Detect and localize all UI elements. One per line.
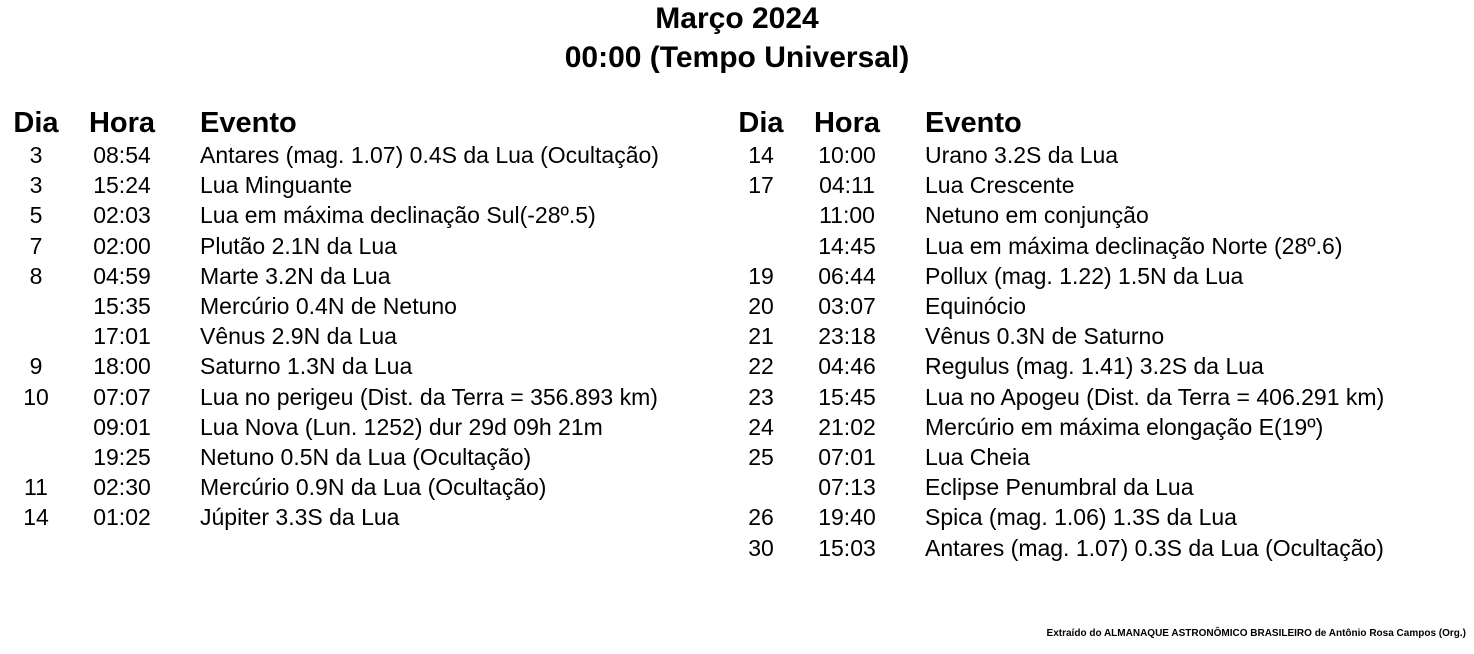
cell-evento: Plutão 2.1N da Lua <box>200 232 397 259</box>
table-row <box>0 170 659 200</box>
cell-hora: 04:59 <box>93 262 151 289</box>
cell-hora: 15:03 <box>818 534 876 561</box>
cell-evento: Spica (mag. 1.06) 1.3S da Lua <box>925 504 1237 531</box>
cell-hora: 09:01 <box>93 413 151 440</box>
cell-evento: Lua em máxima declinação Sul(-28º.5) <box>200 202 596 229</box>
table-row <box>725 170 1384 200</box>
table-row <box>0 442 659 472</box>
cell-dia: 30 <box>748 534 774 561</box>
table-row <box>725 532 1384 562</box>
events-column-left <box>0 100 730 532</box>
cell-evento: Netuno em conjunção <box>925 202 1149 229</box>
cell-hora: 04:46 <box>818 353 876 380</box>
cell-hora: 07:01 <box>818 443 876 470</box>
cell-evento: Mercúrio 0.9N da Lua (Ocultação) <box>200 474 547 501</box>
cell-evento: Antares (mag. 1.07) 0.3S da Lua (Ocultação) <box>925 534 1384 561</box>
cell-hora: 15:35 <box>93 293 151 320</box>
table-row <box>0 291 659 321</box>
table-row <box>725 261 1384 291</box>
cell-dia: 26 <box>748 504 774 531</box>
cell-dia: 14 <box>748 142 774 169</box>
table-row <box>725 442 1384 472</box>
cell-hora: 14:45 <box>818 232 876 259</box>
table-row <box>0 261 659 291</box>
cell-hora: 10:00 <box>818 142 876 169</box>
cell-hora: 03:07 <box>818 293 876 320</box>
cell-evento: Pollux (mag. 1.22) 1.5N da Lua <box>925 262 1244 289</box>
cell-evento: Lua no perigeu (Dist. da Terra = 356.893 km) <box>200 383 658 410</box>
cell-evento: Regulus (mag. 1.41) 3.2S da Lua <box>925 353 1264 380</box>
table-row <box>725 351 1384 381</box>
source-credit: Extraído do ALMANAQUE ASTRONÔMICO BRASILEIRO de Antônio Rosa Campos (Org.) <box>1046 628 1466 639</box>
column-header-hora: Hora <box>88 107 156 139</box>
cell-dia: 3 <box>29 172 43 199</box>
cell-hora: 15:24 <box>93 172 151 199</box>
table-row <box>725 140 1384 170</box>
cell-dia <box>725 231 797 261</box>
cell-hora: 11:00 <box>819 202 875 229</box>
cell-dia: 14 <box>23 504 49 531</box>
table-row <box>0 200 659 230</box>
cell-hora: 15:45 <box>818 383 876 410</box>
cell-dia <box>725 472 797 502</box>
cell-hora: 07:13 <box>818 474 876 501</box>
cell-evento: Urano 3.2S da Lua <box>925 142 1119 169</box>
cell-dia <box>0 291 72 321</box>
cell-dia: 21 <box>748 323 774 350</box>
cell-hora: 23:18 <box>818 323 876 350</box>
cell-dia: 11 <box>24 474 48 501</box>
column-header-dia: Dia <box>738 107 784 139</box>
table-header-row <box>0 100 659 140</box>
table-row <box>725 472 1384 502</box>
page-title: Março 2024 <box>655 2 819 35</box>
cell-hora: 21:02 <box>818 413 876 440</box>
cell-hora: 02:00 <box>93 232 151 259</box>
cell-evento: Vênus 2.9N da Lua <box>200 323 397 350</box>
cell-dia: 25 <box>748 443 774 470</box>
cell-dia <box>0 442 72 472</box>
table-row <box>0 412 659 442</box>
cell-dia: 20 <box>748 293 774 320</box>
cell-dia: 19 <box>748 262 774 289</box>
cell-hora: 06:44 <box>818 262 876 289</box>
table-row <box>0 351 659 381</box>
table-row <box>0 231 659 261</box>
cell-evento: Lua Minguante <box>200 172 353 199</box>
page-subtitle: 00:00 (Tempo Universal) <box>564 41 910 74</box>
cell-evento: Antares (mag. 1.07) 0.4S da Lua (Ocultação) <box>200 142 659 169</box>
cell-dia <box>0 412 72 442</box>
cell-dia: 3 <box>29 142 43 169</box>
cell-evento: Marte 3.2N da Lua <box>200 262 391 289</box>
cell-dia: 24 <box>748 413 774 440</box>
cell-evento: Mercúrio em máxima elongação E(19º) <box>925 413 1324 440</box>
cell-evento: Eclipse Penumbral da Lua <box>925 474 1194 501</box>
cell-hora: 18:00 <box>93 353 151 380</box>
cell-dia: 9 <box>29 353 43 380</box>
events-table-body-left <box>0 140 659 532</box>
column-header-hora: Hora <box>813 107 881 139</box>
column-header-evento: Evento <box>925 107 1022 139</box>
cell-hora: 04:11 <box>819 172 875 199</box>
cell-evento: Júpiter 3.3S da Lua <box>200 504 400 531</box>
cell-hora: 02:03 <box>93 202 151 229</box>
cell-evento: Lua em máxima declinação Norte (28º.6) <box>925 232 1343 259</box>
cell-dia: 7 <box>29 232 43 259</box>
table-row <box>725 291 1384 321</box>
cell-evento: Vênus 0.3N de Saturno <box>925 323 1165 350</box>
cell-dia: 22 <box>748 353 774 380</box>
table-row <box>0 502 659 532</box>
cell-dia <box>0 321 72 351</box>
table-row <box>725 321 1384 351</box>
events-table-left <box>0 100 659 532</box>
cell-evento: Lua Crescente <box>925 172 1075 199</box>
cell-dia: 8 <box>29 262 43 289</box>
cell-dia: 23 <box>748 383 774 410</box>
table-row <box>725 231 1384 261</box>
cell-dia <box>725 200 797 230</box>
table-header-row <box>725 100 1384 140</box>
table-row <box>725 200 1384 230</box>
table-row <box>0 321 659 351</box>
cell-dia: 10 <box>23 383 49 410</box>
cell-hora: 01:02 <box>93 504 151 531</box>
cell-evento: Lua Nova (Lun. 1252) dur 29d 09h 21m <box>200 413 603 440</box>
cell-evento: Mercúrio 0.4N de Netuno <box>200 293 457 320</box>
cell-dia: 5 <box>29 202 43 229</box>
cell-hora: 07:07 <box>93 383 151 410</box>
cell-evento: Netuno 0.5N da Lua (Ocultação) <box>200 443 532 470</box>
cell-hora: 17:01 <box>93 323 151 350</box>
events-table-body-right <box>725 140 1384 563</box>
cell-evento: Lua Cheia <box>925 443 1030 470</box>
column-header-dia: Dia <box>13 107 59 139</box>
table-row <box>0 140 659 170</box>
cell-hora: 19:25 <box>93 443 151 470</box>
table-row <box>725 382 1384 412</box>
cell-dia: 17 <box>748 172 774 199</box>
events-table-right <box>725 100 1384 563</box>
column-header-evento: Evento <box>200 107 297 139</box>
table-row <box>0 382 659 412</box>
table-row <box>0 472 659 502</box>
cell-evento: Equinócio <box>925 293 1027 320</box>
cell-evento: Lua no Apogeu (Dist. da Terra = 406.291 km) <box>925 383 1385 410</box>
table-row <box>725 412 1384 442</box>
cell-hora: 19:40 <box>818 504 876 531</box>
cell-hora: 02:30 <box>93 474 151 501</box>
cell-evento: Saturno 1.3N da Lua <box>200 353 413 380</box>
table-row <box>725 502 1384 532</box>
events-column-right <box>725 100 1465 563</box>
cell-hora: 08:54 <box>93 142 151 169</box>
